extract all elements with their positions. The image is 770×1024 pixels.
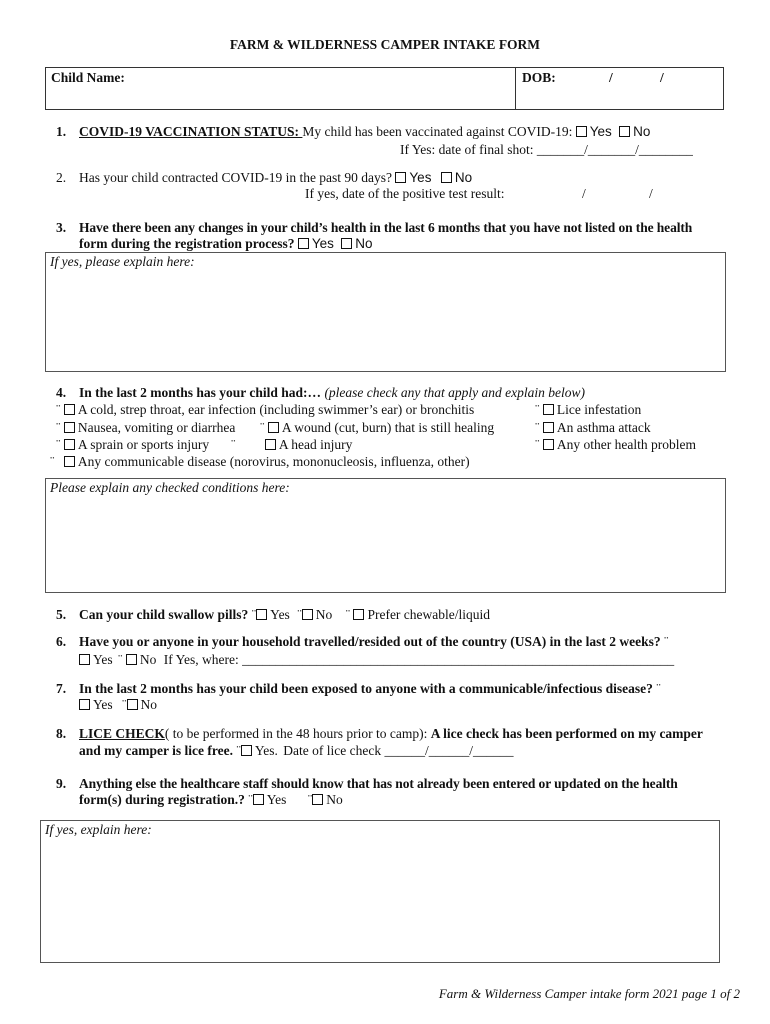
checkbox-icon[interactable]	[64, 404, 75, 415]
checkbox-icon[interactable]	[64, 422, 75, 433]
q6-line1	[79, 634, 669, 650]
checkbox-icon[interactable]	[79, 654, 90, 665]
q8-heading: LICE CHECK	[79, 726, 165, 741]
checkbox-icon[interactable]	[341, 238, 352, 249]
checkbox-icon[interactable]	[241, 745, 252, 756]
q9-question-line2: form(s) during registration.?	[79, 792, 245, 807]
q3-no-option[interactable]: No	[341, 236, 372, 251]
checkbox-icon[interactable]	[543, 422, 554, 433]
q9-line2	[79, 792, 343, 808]
checkbox-icon[interactable]	[265, 439, 276, 450]
checkbox-icon[interactable]	[543, 439, 554, 450]
q1-heading: COVID-19 VACCINATION STATUS:	[79, 124, 303, 139]
q8-line1	[79, 726, 703, 742]
q5-yes-option[interactable]: ¨ Yes	[251, 607, 290, 622]
q4-heading: In the last 2 months has your child had:…	[79, 385, 322, 400]
q5-number: 5.	[56, 607, 67, 622]
q6-no-option[interactable]: ¨ No	[118, 652, 157, 667]
q2-number: 2.	[56, 170, 67, 185]
q9-yes-option[interactable]: ¨ Yes	[248, 792, 287, 807]
q8-statement: A lice check has been performed on my camper	[430, 726, 703, 741]
q7-line1	[79, 681, 661, 697]
q7-yes-option[interactable]: Yes	[79, 697, 113, 712]
q2-date-separator: /	[649, 186, 653, 201]
q7-line2	[79, 697, 157, 713]
q8-date-field[interactable]: Date of lice check ______/______/______	[283, 743, 514, 758]
q1-line	[79, 124, 650, 140]
q9-explain-label: If yes, explain here:	[45, 822, 152, 837]
q3-number: 3.	[56, 220, 67, 235]
q1-yes-option[interactable]: Yes	[576, 124, 612, 139]
q7-number: 7.	[56, 681, 67, 696]
child-name-field[interactable]	[130, 68, 514, 108]
q3-explain-label: If yes, please explain here:	[50, 254, 195, 269]
q4-option-other[interactable]: ¨ Any other health problem	[535, 437, 696, 452]
q2-date-field[interactable]	[520, 185, 680, 201]
dob-field[interactable]	[560, 68, 720, 108]
q3-question-line1: Have there been any changes in your child’s health in the last 6 months that you have not listed on the health	[79, 220, 693, 235]
q8-line2	[79, 743, 513, 759]
q5-text: Can your child swallow pills?	[79, 607, 249, 622]
q6-mark: ¨	[664, 634, 669, 649]
q3-question-line2: form during the registration process?	[79, 236, 295, 251]
q4-option-communicable[interactable]: ¨ Any communicable disease (norovirus, mononucleosis, influenza, other)	[50, 454, 470, 469]
q1-text: My child has been vaccinated against COVID-19:	[302, 124, 573, 139]
q5-line	[79, 607, 490, 623]
q5-prefer-option[interactable]: ¨ Prefer chewable/liquid	[345, 607, 491, 622]
q2-yes-option[interactable]: Yes	[395, 170, 431, 185]
q6-question: Have you or anyone in your household travelled/resided out of the country (USA) in the last 2 weeks?	[79, 634, 661, 649]
checkbox-icon[interactable]	[268, 422, 279, 433]
q4-explain-label: Please explain any checked conditions here:	[50, 480, 290, 495]
q4-option-nausea[interactable]: ¨ Nausea, vomiting or diarrhea	[56, 420, 236, 435]
checkbox-icon[interactable]	[64, 456, 75, 467]
q2-no-option[interactable]: No	[441, 170, 472, 185]
q2-date-separator: /	[582, 186, 586, 201]
checkbox-icon[interactable]	[298, 238, 309, 249]
dob-label: DOB:	[522, 70, 556, 85]
q4-number: 4.	[56, 385, 67, 400]
q4-option-head[interactable]: ¨ A head injury	[231, 437, 353, 452]
q1-number: 1.	[56, 124, 67, 139]
q4-option-asthma[interactable]: ¨ An asthma attack	[535, 420, 651, 435]
checkbox-icon[interactable]	[256, 609, 267, 620]
checkbox-icon[interactable]	[395, 172, 406, 183]
q1-no-option[interactable]: No	[619, 124, 650, 139]
q8-statement2: and my camper is lice free.	[79, 743, 233, 758]
checkbox-icon[interactable]	[312, 794, 323, 805]
q9-question-line1: Anything else the healthcare staff should know that has not already been entered or updated on the health	[79, 776, 678, 791]
page-footer: Farm & Wilderness Camper intake form 2021 page 1 of 2	[438, 986, 740, 1001]
q4-option-wound[interactable]: ¨ A wound (cut, burn) that is still healing	[260, 420, 495, 435]
q8-number: 8.	[56, 726, 67, 741]
q6-yes-option[interactable]: Yes	[79, 652, 113, 667]
dob-separator: /	[660, 70, 664, 85]
q9-number: 9.	[56, 776, 67, 791]
checkbox-icon[interactable]	[576, 126, 587, 137]
checkbox-icon[interactable]	[302, 609, 313, 620]
q2-text: Has your child contracted COVID-19 in the past 90 days?	[79, 170, 393, 185]
q8-text: ( to be performed in the 48 hours prior to camp):	[164, 726, 428, 741]
q6-line2	[79, 652, 674, 668]
q7-mark: ¨	[656, 681, 661, 696]
checkbox-icon[interactable]	[64, 439, 75, 450]
q2-date-label: If yes, date of the positive test result:	[305, 186, 505, 201]
checkbox-icon[interactable]	[619, 126, 630, 137]
q7-no-option[interactable]: ¨ No	[122, 697, 158, 712]
q4-note: (please check any that apply and explain below)	[324, 385, 585, 400]
q7-question: In the last 2 months has your child been exposed to anyone with a communicable/infectious disease?	[79, 681, 653, 696]
dob-separator: /	[609, 70, 613, 85]
q2-line	[79, 170, 472, 186]
q1-date-line[interactable]: If Yes: date of final shot: _______/_______/________	[400, 142, 693, 157]
q3-explain-textarea[interactable]	[45, 252, 726, 372]
checkbox-icon[interactable]	[79, 699, 90, 710]
q4-option-lice[interactable]: ¨ Lice infestation	[535, 402, 642, 417]
q4-heading-line	[79, 385, 585, 401]
q3-line2	[79, 236, 373, 252]
checkbox-icon[interactable]	[253, 794, 264, 805]
q4-explain-textarea[interactable]	[45, 478, 726, 593]
form-title: FARM & WILDERNESS CAMPER INTAKE FORM	[229, 37, 541, 52]
checkbox-icon[interactable]	[127, 699, 138, 710]
q3-yes-option[interactable]: Yes	[298, 236, 334, 251]
q4-option-cold[interactable]: ¨ A cold, strep throat, ear infection (including swimmer’s ear) or bronchitis	[56, 402, 475, 417]
checkbox-icon[interactable]	[126, 654, 137, 665]
q9-explain-textarea[interactable]	[40, 820, 720, 963]
checkbox-icon[interactable]	[353, 609, 364, 620]
q5-no-option[interactable]: ¨ No	[297, 607, 333, 622]
checkbox-icon[interactable]	[543, 404, 554, 415]
checkbox-icon[interactable]	[441, 172, 452, 183]
q6-number: 6.	[56, 634, 67, 649]
q8-yes-option[interactable]: ¨ Yes.	[236, 743, 278, 758]
q6-where-field[interactable]: If Yes, where: ________________________________________________________________	[163, 652, 675, 667]
q9-no-option[interactable]: ¨ No	[307, 792, 343, 807]
q4-option-sprain[interactable]: ¨ A sprain or sports injury	[56, 437, 210, 452]
child-name-label: Child Name:	[51, 70, 125, 85]
